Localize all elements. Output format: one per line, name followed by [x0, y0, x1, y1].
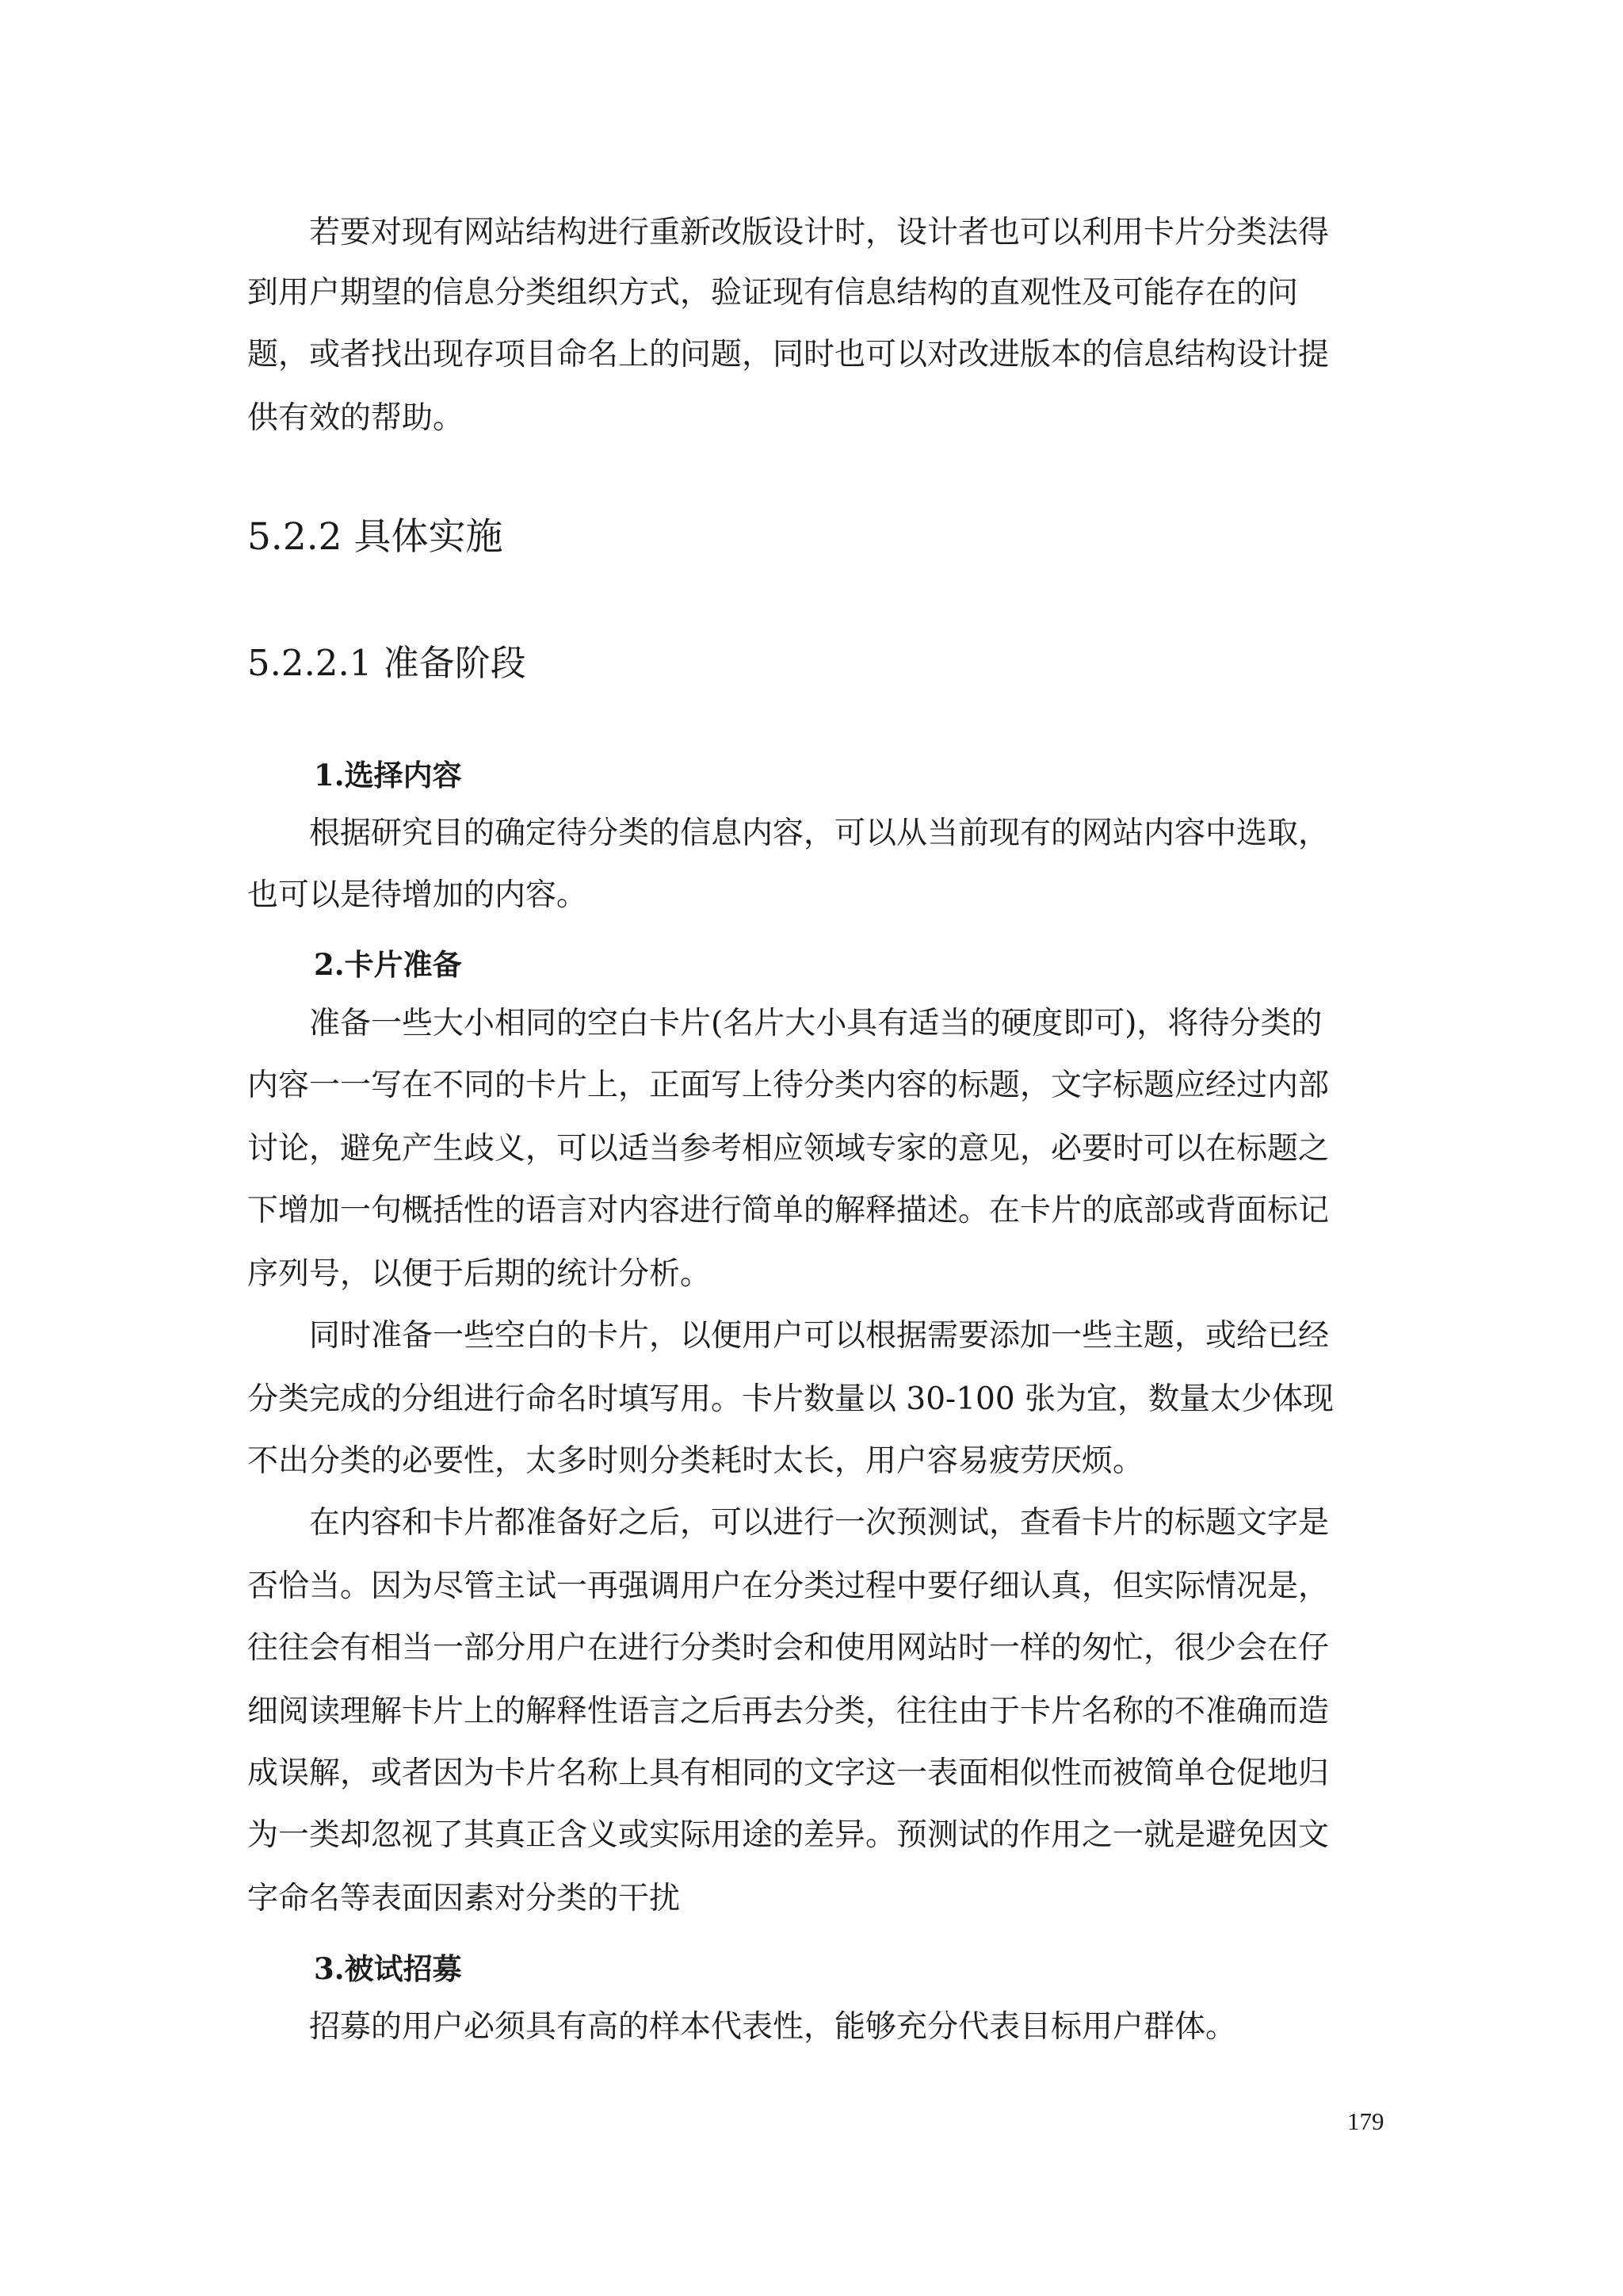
section-heading-5-2-2-1: 5.2.2.1 准备阶段	[247, 642, 526, 684]
item2-p3-line-7: 字命名等表面因素对分类的干扰	[247, 1881, 681, 1916]
item2-p3-line-4: 细阅读理解卡片上的解释性语言之后再去分类，往往由于卡片名称的不准确而造	[247, 1694, 1330, 1729]
item2-p3-line-6: 为一类却忽视了其真正含义或实际用途的差异。预测试的作用之一就是避免因文	[247, 1817, 1330, 1853]
item2-p1-line-1: 准备一些大小相同的空白卡片(名片大小具有适当的硬度即可)，将待分类的	[309, 1006, 1323, 1041]
item2-p1-line-5: 序列号，以便于后期的统计分析。	[247, 1256, 712, 1292]
item3-line-1: 招募的用户必须具有高的样本代表性，能够充分代表目标用户群体。	[309, 2009, 1237, 2045]
item1-title: 1.选择内容	[314, 758, 462, 793]
item2-p2-line-1: 同时准备一些空白的卡片，以便用户可以根据需要添加一些主题，或给已经	[309, 1318, 1330, 1354]
item2-p1-line-2: 内容一一写在不同的卡片上，正面写上待分类内容的标题，文字标题应经过内部	[247, 1068, 1330, 1103]
item2-p2-line-3: 不出分类的必要性，太多时则分类耗时太长，用户容易疲劳厌烦。	[247, 1443, 1144, 1479]
section-heading-5-2-2: 5.2.2 具体实施	[247, 515, 503, 559]
para1-line-2: 到用户期望的信息分类组织方式，验证现有信息结构的直观性及可能存在的问	[247, 275, 1299, 311]
page-number: 179	[1347, 2107, 1384, 2135]
item1-line-2: 也可以是待增加的内容。	[247, 877, 588, 913]
item2-p1-line-4: 下增加一句概括性的语言对内容进行简单的解释描述。在卡片的底部或背面标记	[247, 1193, 1330, 1228]
item1-line-1: 根据研究目的确定待分类的信息内容，可以从当前现有的网站内容中选取，	[309, 816, 1330, 851]
item2-title: 2.卡片准备	[314, 947, 462, 982]
item2-p2-line-2: 分类完成的分组进行命名时填写用。卡片数量以 30-100 张为宜，数量太少体现	[247, 1381, 1335, 1417]
para1-line-1: 若要对现有网站结构进行重新改版设计时，设计者也可以利用卡片分类法得	[309, 215, 1330, 250]
item2-p3-line-5: 成误解，或者因为卡片名称上具有相同的文字这一表面相似性而被简单仓促地归	[247, 1755, 1330, 1791]
item3-title: 3.被试招募	[314, 1951, 462, 1986]
item2-p3-line-2: 否恰当。因为尽管主试一再强调用户在分类过程中要仔细认真，但实际情况是，	[247, 1568, 1330, 1604]
para1-line-4: 供有效的帮助。	[247, 400, 464, 436]
item2-p1-line-3: 讨论，避免产生歧义，可以适当参考相应领域专家的意见，必要时可以在标题之	[247, 1131, 1330, 1167]
item2-p3-line-3: 往往会有相当一部分用户在进行分类时会和使用网站时一样的匆忙，很少会在仔	[247, 1630, 1330, 1666]
para1-line-3: 题，或者找出现存项目命名上的问题，同时也可以对改进版本的信息结构设计提	[247, 337, 1330, 372]
item2-p3-line-1: 在内容和卡片都准备好之后，可以进行一次预测试，查看卡片的标题文字是	[309, 1505, 1330, 1541]
